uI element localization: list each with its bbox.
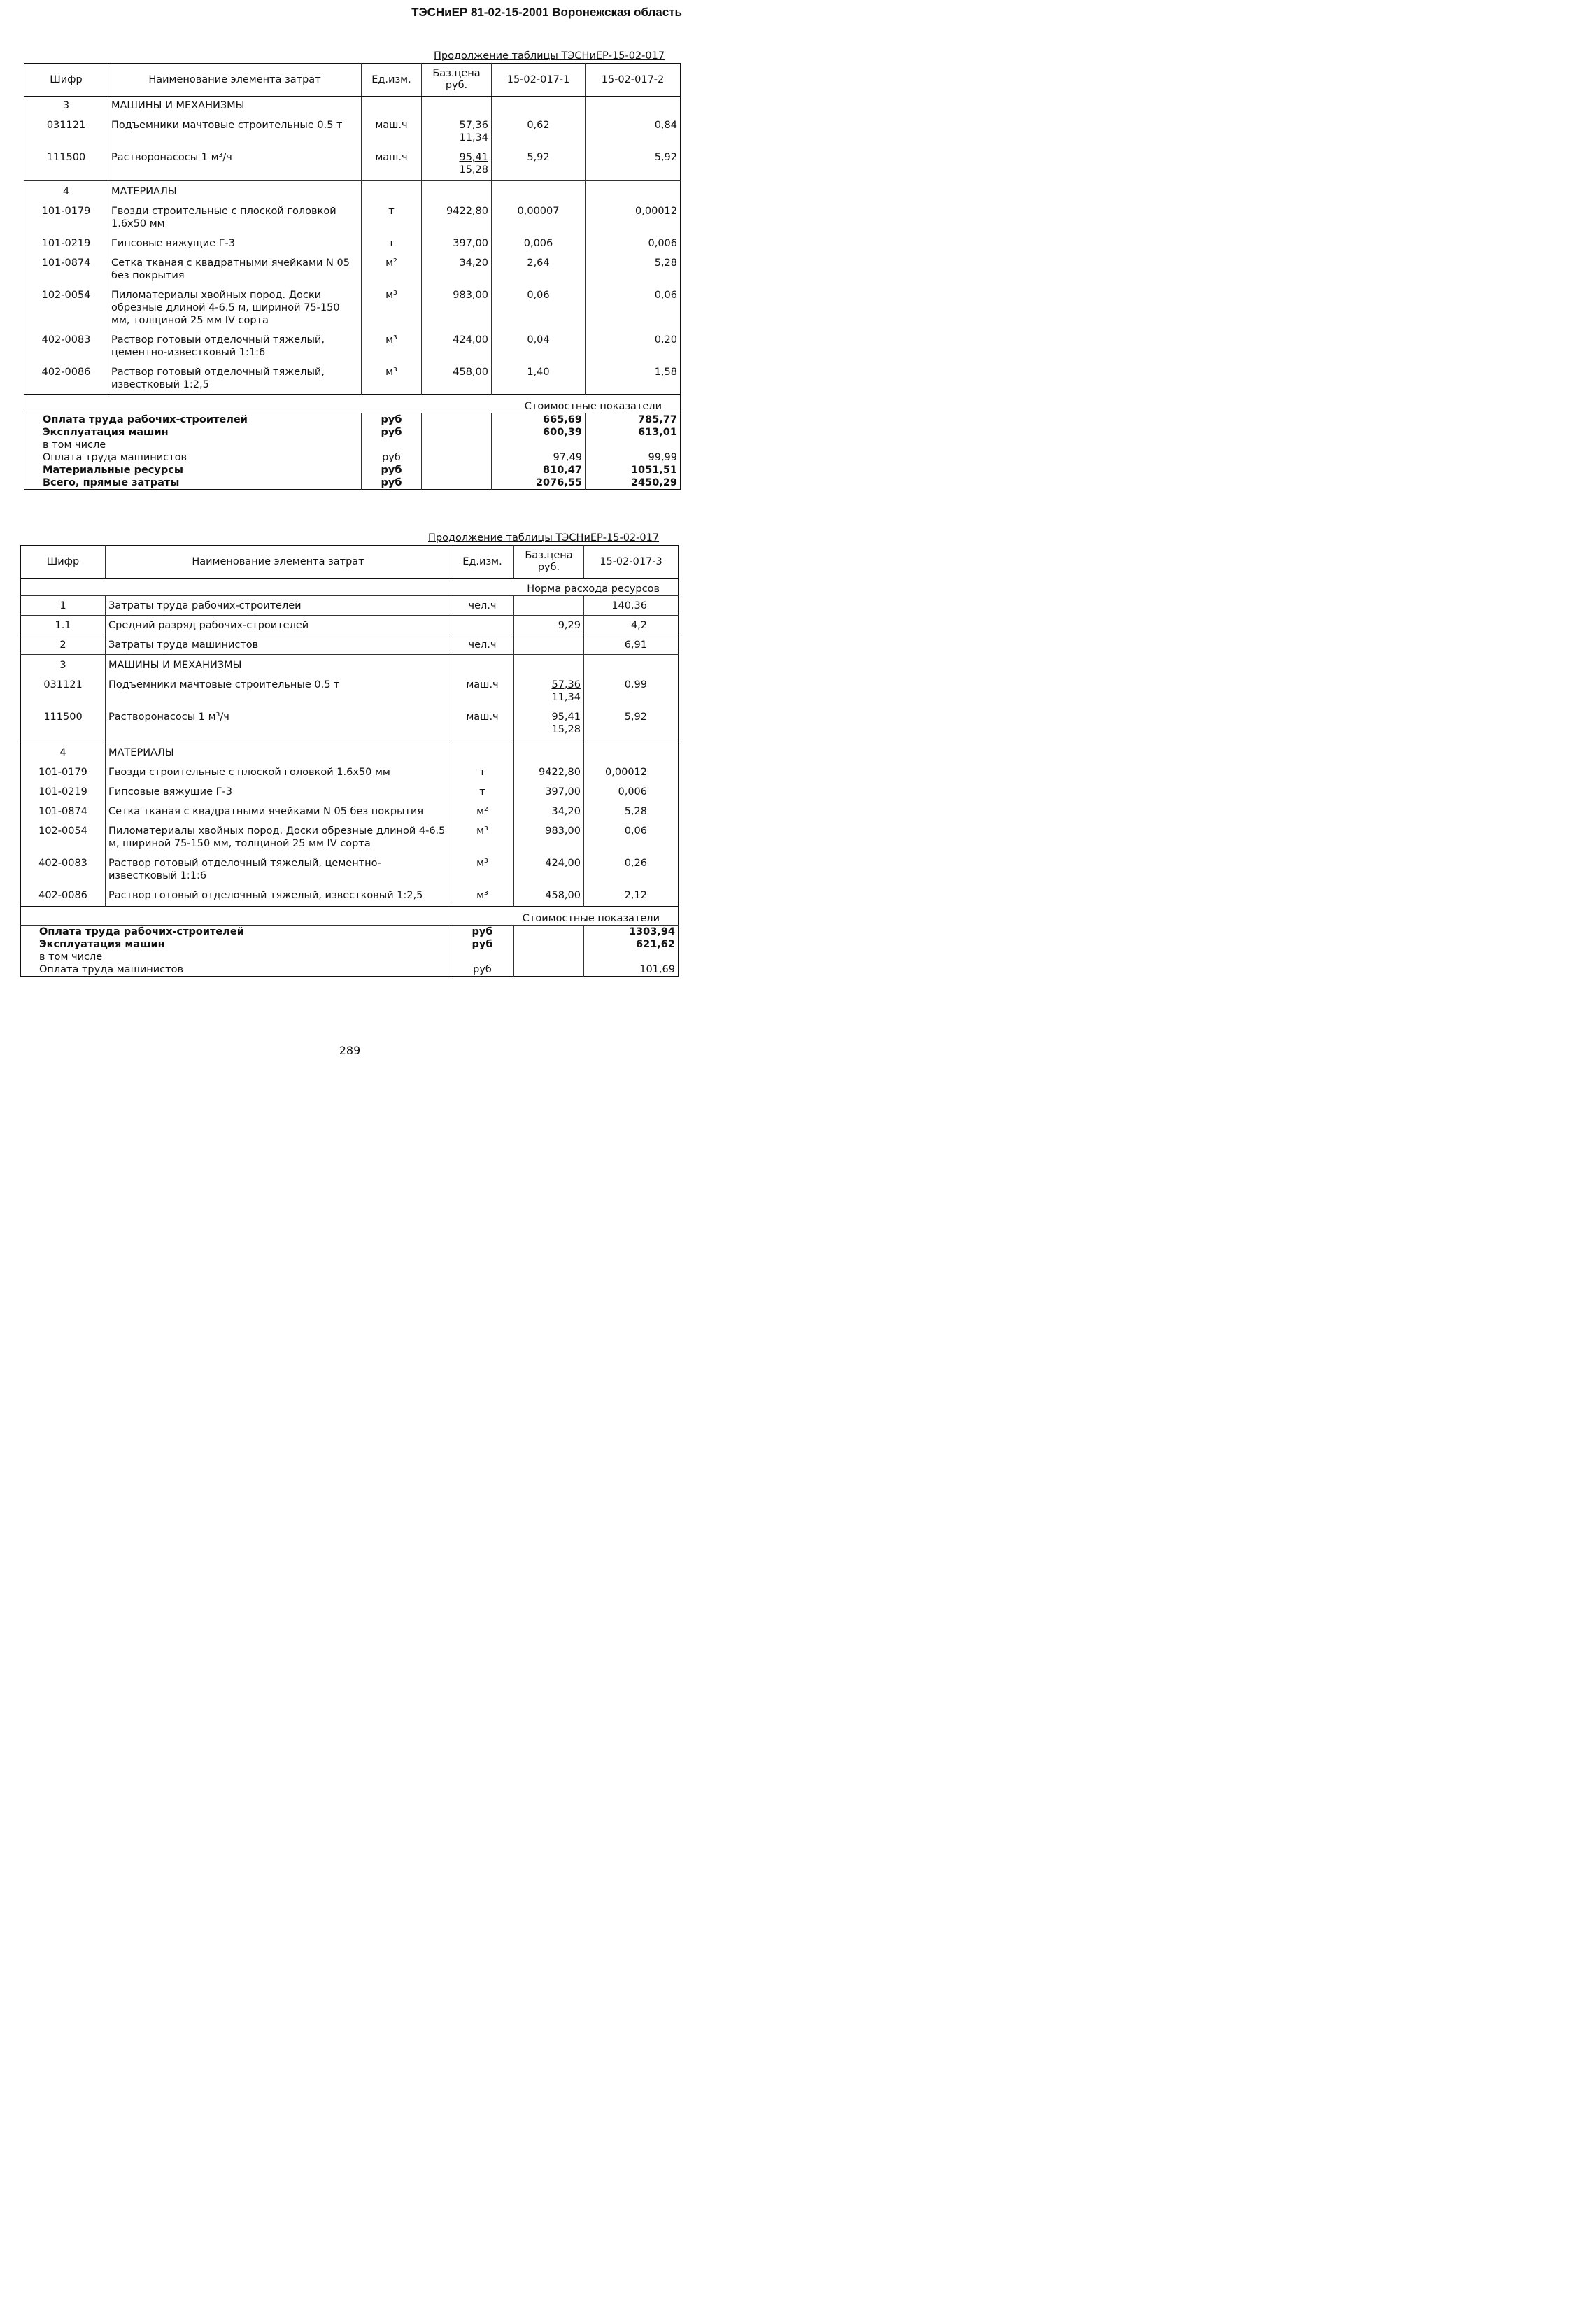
resource-unit: м³ — [362, 282, 422, 327]
empty-cell — [492, 181, 586, 199]
resource-unit: м³ — [451, 882, 514, 907]
table-row — [24, 250, 681, 282]
value-15-02-017-3: 4,2 — [584, 616, 679, 635]
table-row — [21, 616, 679, 635]
resource-price: 9,29 — [514, 616, 584, 635]
labor-part-price: 15,28 — [551, 724, 581, 735]
value-15-02-017-2: 1,58 — [586, 359, 681, 395]
table-row — [21, 798, 679, 818]
cost-band-label: Стоимостные показатели — [24, 395, 681, 413]
table-row — [24, 112, 681, 144]
resource-code: 101-0874 — [41, 257, 91, 269]
resource-name: Растворонасосы 1 м³/ч — [108, 144, 362, 181]
cost-unit: руб — [362, 476, 422, 490]
resource-code: 102-0054 — [38, 826, 87, 837]
cost-unit: руб — [362, 426, 422, 439]
resource-unit: маш.ч — [362, 112, 422, 144]
col-15-02-017-2-header: 15-02-017-2 — [586, 64, 681, 97]
value-15-02-017-3: 5,28 — [584, 798, 679, 818]
table-row — [21, 850, 679, 882]
resource-name: Раствор готовый отделочный тяжелый, известковый 1:2,5 — [108, 359, 362, 395]
resource-unit: маш.ч — [451, 672, 514, 704]
cost-label: Оплата труда машинистов — [43, 452, 187, 463]
cost-label: Материальные ресурсы — [43, 465, 183, 476]
section-name: МАШИНЫ И МЕХАНИЗМЫ — [106, 655, 451, 672]
resource-unit: т — [362, 230, 422, 250]
cost-value-15-02-017-1 — [492, 439, 586, 451]
resource-price: 983,00 — [422, 282, 492, 327]
cost-value-15-02-017-3: 1303,94 — [584, 926, 679, 939]
cost-value-15-02-017-2: 613,01 — [586, 426, 681, 439]
resource-code: 031121 — [46, 120, 86, 131]
document-title: ТЭСНиЕР 81-02-15-2001 Воронежская область — [411, 6, 682, 19]
cost-unit: руб — [451, 938, 514, 951]
resource-code: 1.1 — [21, 616, 106, 635]
resource-code: 402-0083 — [41, 334, 91, 346]
empty-cell — [422, 476, 492, 490]
empty-cell — [586, 97, 681, 113]
table-row — [24, 359, 681, 395]
resource-unit: чел.ч — [451, 596, 514, 616]
table-row — [24, 144, 681, 181]
section-name: МАТЕРИАЛЫ — [108, 181, 362, 199]
resource-unit: м² — [362, 250, 422, 282]
cost-unit — [451, 951, 514, 963]
resource-code: 101-0179 — [41, 206, 91, 217]
resource-name: Средний разряд рабочих-строителей — [106, 616, 451, 635]
cost-value-15-02-017-1: 810,47 — [492, 464, 586, 476]
section-code: 3 — [62, 100, 70, 111]
empty-cell — [422, 439, 492, 451]
resource-name: Растворонасосы 1 м³/ч — [106, 704, 451, 742]
resource-unit: м³ — [451, 850, 514, 882]
empty-cell — [422, 181, 492, 199]
cost-band-row — [24, 395, 681, 413]
cost-unit: руб — [362, 451, 422, 464]
cost-row — [21, 963, 679, 977]
resource-code: 402-0086 — [41, 367, 91, 378]
section-name: МАШИНЫ И МЕХАНИЗМЫ — [108, 97, 362, 113]
value-15-02-017-1: 0,00007 — [492, 198, 586, 230]
table1-resource-norms — [24, 63, 681, 490]
table-row — [24, 230, 681, 250]
labor-part-price: 15,28 — [459, 164, 488, 176]
empty-cell — [514, 926, 584, 939]
resource-price — [514, 672, 584, 704]
resource-code: 102-0054 — [41, 290, 91, 301]
col-15-02-017-3-header: 15-02-017-3 — [584, 546, 679, 579]
section-row — [24, 181, 681, 199]
empty-cell — [514, 655, 584, 672]
section-code: 4 — [59, 747, 66, 758]
value-15-02-017-3: 2,12 — [584, 882, 679, 907]
value-15-02-017-3: 0,00012 — [584, 759, 679, 779]
resource-unit: м³ — [451, 818, 514, 850]
empty-cell — [422, 426, 492, 439]
cost-band-label: Стоимостные показатели — [21, 907, 679, 926]
norm-band-row — [21, 579, 679, 596]
resource-price: 458,00 — [514, 882, 584, 907]
cost-unit — [362, 439, 422, 451]
table-row — [21, 704, 679, 742]
resource-name: Пиломатериалы хвойных пород. Доски обрезные длиной 4-6.5 м, шириной 75-150 мм, толщиной 25 мм IV сорта — [106, 818, 451, 850]
cost-unit: руб — [362, 464, 422, 476]
table-row — [21, 672, 679, 704]
resource-price: 458,00 — [422, 359, 492, 395]
cost-row — [24, 451, 681, 464]
value-15-02-017-1: 0,04 — [492, 327, 586, 359]
value-15-02-017-1: 2,64 — [492, 250, 586, 282]
value-15-02-017-2: 5,92 — [586, 144, 681, 181]
resource-price: 34,20 — [514, 798, 584, 818]
col-price-header: Баз.цена руб. — [422, 64, 492, 97]
table-row — [24, 198, 681, 230]
value-15-02-017-3: 0,006 — [584, 779, 679, 798]
empty-cell — [584, 742, 679, 760]
value-15-02-017-1: 0,06 — [492, 282, 586, 327]
resource-unit: т — [451, 779, 514, 798]
section-code: 4 — [62, 186, 70, 197]
cost-value-15-02-017-2: 1051,51 — [586, 464, 681, 476]
value-15-02-017-2: 0,06 — [586, 282, 681, 327]
section-row — [21, 742, 679, 760]
empty-cell — [514, 938, 584, 951]
table-row — [21, 882, 679, 907]
empty-cell — [586, 181, 681, 199]
cost-row — [21, 926, 679, 939]
resource-name: Затраты труда рабочих-строителей — [106, 596, 451, 616]
resource-price — [514, 704, 584, 742]
resource-unit: т — [362, 198, 422, 230]
cost-label: Эксплуатация машин — [39, 939, 165, 950]
page-number: 289 — [339, 1044, 361, 1057]
resource-name: Раствор готовый отделочный тяжелый, известковый 1:2,5 — [106, 882, 451, 907]
value-15-02-017-1: 5,92 — [492, 144, 586, 181]
resource-price — [422, 144, 492, 181]
resource-price: 9422,80 — [514, 759, 584, 779]
resource-code: 101-0179 — [38, 767, 87, 778]
col-unit-header: Ед.изм. — [362, 64, 422, 97]
value-15-02-017-3: 140,36 — [584, 596, 679, 616]
value-15-02-017-2: 5,28 — [586, 250, 681, 282]
table-row — [24, 282, 681, 327]
resource-name: Затраты труда машинистов — [106, 635, 451, 655]
resource-name: Подъемники мачтовые строительные 0.5 т — [106, 672, 451, 704]
resource-name: Гвозди строительные с плоской головкой 1.6х50 мм — [106, 759, 451, 779]
resource-name: Сетка тканая с квадратными ячейками N 05 без покрытия — [106, 798, 451, 818]
resource-price: 983,00 — [514, 818, 584, 850]
labor-part-price: 11,34 — [459, 132, 488, 143]
resource-unit — [451, 616, 514, 635]
cost-row — [24, 439, 681, 451]
resource-price: 397,00 — [422, 230, 492, 250]
cost-unit: руб — [451, 963, 514, 977]
table-row — [24, 327, 681, 359]
empty-cell — [422, 464, 492, 476]
value-15-02-017-2: 0,20 — [586, 327, 681, 359]
empty-cell — [451, 742, 514, 760]
resource-price: 397,00 — [514, 779, 584, 798]
resource-unit: маш.ч — [451, 704, 514, 742]
base-price: 57,36 — [459, 120, 488, 131]
empty-cell — [514, 963, 584, 977]
cost-value-15-02-017-3: 621,62 — [584, 938, 679, 951]
section-row — [21, 655, 679, 672]
cost-label: в том числе — [43, 439, 106, 451]
cost-value-15-02-017-2: 99,99 — [586, 451, 681, 464]
value-15-02-017-3: 0,06 — [584, 818, 679, 850]
value-15-02-017-2: 0,84 — [586, 112, 681, 144]
cost-value-15-02-017-1: 97,49 — [492, 451, 586, 464]
resource-name: Гипсовые вяжущие Г-3 — [106, 779, 451, 798]
cost-row — [24, 476, 681, 490]
resource-name: Раствор готовый отделочный тяжелый, цементно-известковый 1:1:6 — [108, 327, 362, 359]
resource-code: 101-0874 — [38, 806, 87, 817]
value-15-02-017-2: 0,006 — [586, 230, 681, 250]
cost-label: Оплата труда рабочих-строителей — [43, 414, 248, 425]
empty-cell — [584, 655, 679, 672]
norm-band-label: Норма расхода ресурсов — [21, 579, 679, 596]
table2-resource-norms — [20, 545, 679, 977]
resource-name: Пиломатериалы хвойных пород. Доски обрезные длиной 4-6.5 м, шириной 75-150 мм, толщиной 25 мм IV сорта — [108, 282, 362, 327]
cost-value-15-02-017-2 — [586, 439, 681, 451]
cost-band-row — [21, 907, 679, 926]
col-15-02-017-1-header: 15-02-017-1 — [492, 64, 586, 97]
col-code-header: Шифр — [24, 64, 108, 97]
cost-unit: руб — [451, 926, 514, 939]
table-row — [21, 596, 679, 616]
resource-unit: м² — [451, 798, 514, 818]
cost-label: Оплата труда рабочих-строителей — [39, 926, 244, 937]
value-15-02-017-3: 5,92 — [584, 704, 679, 742]
base-price: 95,41 — [551, 711, 581, 723]
table-row — [21, 759, 679, 779]
cost-value-15-02-017-1: 2076,55 — [492, 476, 586, 490]
empty-cell — [362, 181, 422, 199]
table-row — [21, 635, 679, 655]
col-name-header: Наименование элемента затрат — [106, 546, 451, 579]
cost-value-15-02-017-1: 665,69 — [492, 413, 586, 427]
empty-cell — [422, 413, 492, 427]
resource-price — [514, 635, 584, 655]
value-15-02-017-3: 0,26 — [584, 850, 679, 882]
base-price: 57,36 — [551, 679, 581, 690]
empty-cell — [362, 97, 422, 113]
resource-price — [422, 112, 492, 144]
resource-unit: маш.ч — [362, 144, 422, 181]
empty-cell — [451, 655, 514, 672]
resource-price: 34,20 — [422, 250, 492, 282]
table-row — [21, 779, 679, 798]
empty-cell — [492, 97, 586, 113]
resource-unit: чел.ч — [451, 635, 514, 655]
cost-value-15-02-017-2: 785,77 — [586, 413, 681, 427]
cost-row — [21, 951, 679, 963]
base-price: 95,41 — [459, 152, 488, 163]
value-15-02-017-2: 0,00012 — [586, 198, 681, 230]
cost-row — [24, 413, 681, 427]
value-15-02-017-3: 0,99 — [584, 672, 679, 704]
cost-label: Оплата труда машинистов — [39, 964, 183, 975]
empty-cell — [422, 97, 492, 113]
resource-code: 031121 — [43, 679, 83, 690]
resource-price — [514, 596, 584, 616]
resource-price: 9422,80 — [422, 198, 492, 230]
col-unit-header: Ед.изм. — [451, 546, 514, 579]
col-code-header: Шифр — [21, 546, 106, 579]
cost-row — [24, 464, 681, 476]
resource-unit: м³ — [362, 327, 422, 359]
cost-row — [24, 426, 681, 439]
resource-code: 101-0219 — [38, 786, 87, 798]
empty-cell — [422, 451, 492, 464]
empty-cell — [514, 951, 584, 963]
cost-label: в том числе — [39, 951, 103, 963]
table-row — [21, 818, 679, 850]
cost-row — [21, 938, 679, 951]
resource-name: Сетка тканая с квадратными ячейками N 05 без покрытия — [108, 250, 362, 282]
resource-code: 111500 — [21, 704, 106, 742]
resource-code: 402-0083 — [38, 858, 87, 869]
resource-name: Подъемники мачтовые строительные 0.5 т — [108, 112, 362, 144]
resource-code: 1 — [21, 596, 106, 616]
cost-unit: руб — [362, 413, 422, 427]
value-15-02-017-1: 0,006 — [492, 230, 586, 250]
table1-header-row — [24, 64, 681, 97]
value-15-02-017-1: 0,62 — [492, 112, 586, 144]
cost-label: Всего, прямые затраты — [43, 477, 180, 488]
cost-value-15-02-017-1: 600,39 — [492, 426, 586, 439]
resource-name: Гвозди строительные с плоской головкой 1.6х50 мм — [108, 198, 362, 230]
cost-value-15-02-017-2: 2450,29 — [586, 476, 681, 490]
resource-unit: т — [451, 759, 514, 779]
col-name-header: Наименование элемента затрат — [108, 64, 362, 97]
table2-header-row — [21, 546, 679, 579]
resource-code: 402-0086 — [38, 890, 87, 901]
resource-price: 424,00 — [422, 327, 492, 359]
resource-code: 2 — [21, 635, 106, 655]
resource-code: 101-0219 — [41, 238, 91, 249]
col-price-header: Баз.цена руб. — [514, 546, 584, 579]
cost-value-15-02-017-3: 101,69 — [584, 963, 679, 977]
section-code: 3 — [59, 660, 66, 671]
section-row — [24, 97, 681, 113]
resource-name: Раствор готовый отделочный тяжелый, цементно-известковый 1:1:6 — [106, 850, 451, 882]
value-15-02-017-3: 6,91 — [584, 635, 679, 655]
cost-value-15-02-017-3 — [584, 951, 679, 963]
table1-caption: Продолжение таблицы ТЭСНиЕР-15-02-017 — [434, 50, 665, 62]
empty-cell — [514, 742, 584, 760]
resource-price: 424,00 — [514, 850, 584, 882]
resource-unit: м³ — [362, 359, 422, 395]
cost-label: Эксплуатация машин — [43, 427, 169, 438]
section-name: МАТЕРИАЛЫ — [106, 742, 451, 760]
table2-caption: Продолжение таблицы ТЭСНиЕР-15-02-017 — [428, 532, 660, 544]
labor-part-price: 11,34 — [551, 692, 581, 703]
resource-name: Гипсовые вяжущие Г-3 — [108, 230, 362, 250]
resource-code: 111500 — [24, 144, 108, 181]
value-15-02-017-1: 1,40 — [492, 359, 586, 395]
